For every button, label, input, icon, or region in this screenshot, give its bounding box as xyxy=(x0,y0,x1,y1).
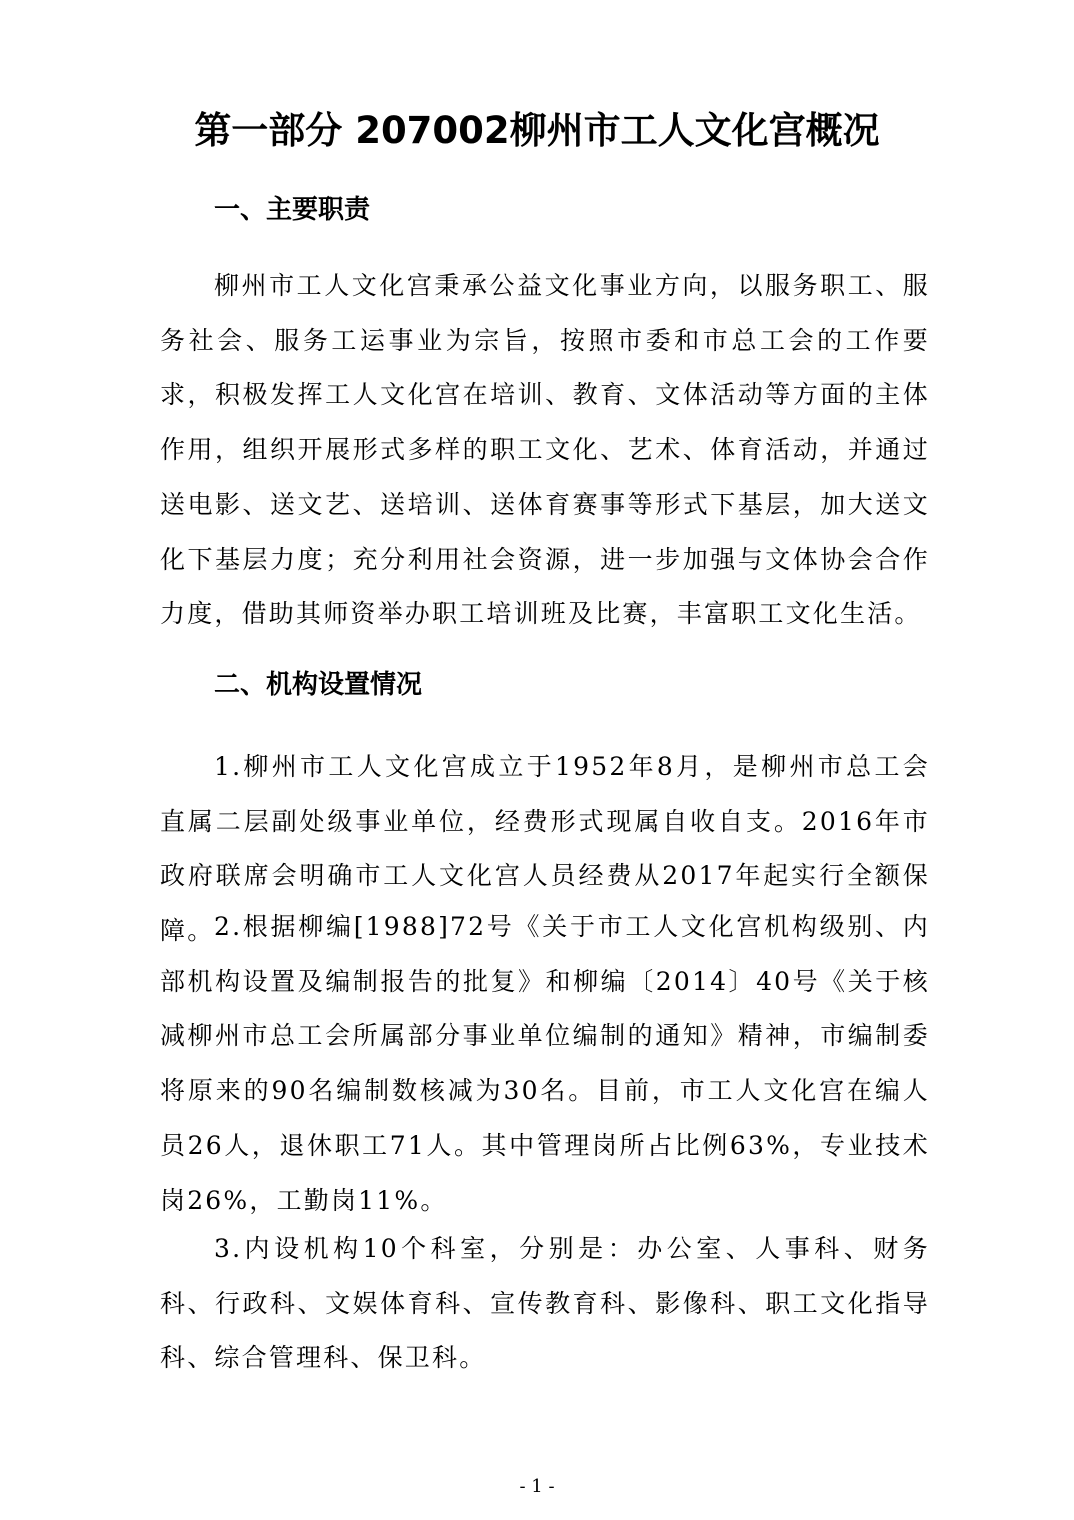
section-heading-main-duties: 一、主要职责 xyxy=(214,195,371,225)
paragraph-main-duties: 柳州市工人文化宫秉承公益文化事业方向，以服务职工、服务社会、服务工运事业为宗旨，按照市委和市总工会的工作要求，积极发挥工人文化宫在培训、教育、文体活动等方面的主体作用，组织开展形式多样的职工文化、艺术、体育活动，并通过送电影、送文艺、送培训、送体育赛事等形式下基层，加大送文化下基层力度；充分利用社会资源，进一步加强与文体协会合作力度，借助其师资举办职工培训班及比赛，丰富职工文化生活。 xyxy=(160,271,930,629)
page-number: - 1 - xyxy=(519,1476,555,1497)
paragraph-organization-item-3: 3.内设机构10个科室，分别是：办公室、人事科、财务科、行政科、文娱体育科、宣传教育科、影像科、职工文化指导科、综合管理科、保卫科。 xyxy=(160,1234,930,1373)
section-heading-organization: 二、机构设置情况 xyxy=(214,670,423,700)
paragraph-organization-item-1: 1.柳州市工人文化宫成立于1952年8月，是柳州市总工会直属二层副处级事业单位，经费形式现属自收自支。2016年市政府联席会明确市工人文化宫人员经费从2017年起实行全额保障。 xyxy=(160,752,930,946)
paragraph-organization-item-2: 2.根据柳编[1988]72号《关于市工人文化宫机构级别、内部机构设置及编制报告的批复》和柳编〔2014〕40号《关于核减柳州市总工会所属部分事业单位编制的通知》精神，市编制委将原来的90名编制数核减为30名。目前，市工人文化宫在编人员26人，退休职工71人。其中管理岗所占比例63%，专业技术岗26%，工勤岗11%。 xyxy=(160,912,930,1215)
document-title: 第一部分 207002柳州市工人文化宫概况 xyxy=(194,109,880,152)
